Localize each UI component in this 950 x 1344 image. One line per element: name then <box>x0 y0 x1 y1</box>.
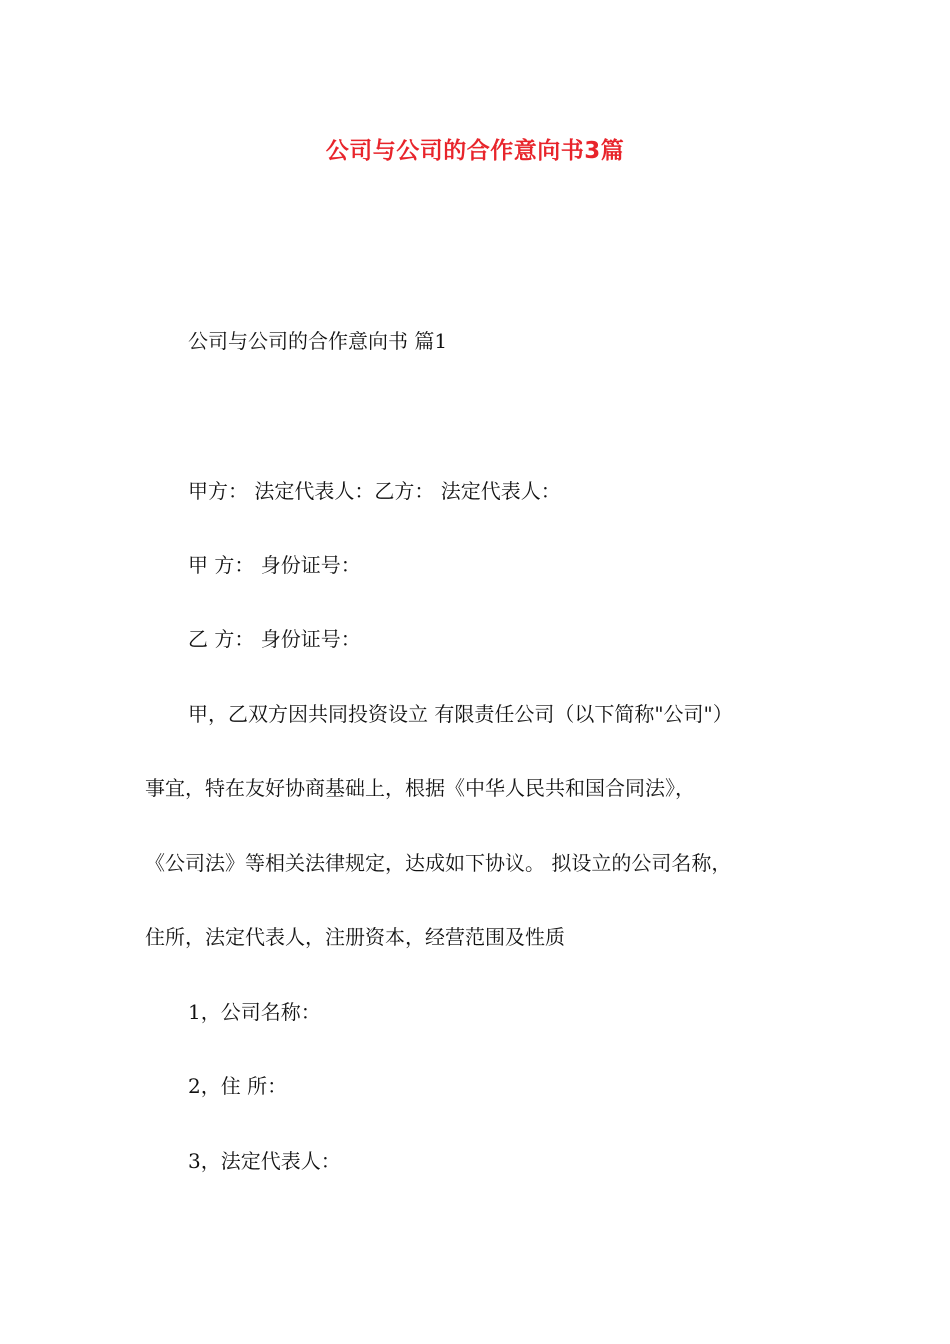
document-title: 公司与公司的合作意向书3篇 <box>325 138 625 164</box>
paragraph-line: 《公司法》等相关法律规定，达成如下协议。 拟设立的公司名称， <box>145 851 732 875</box>
paragraph-line: 甲，乙双方因共同投资设立 有限责任公司（以下简称"公司"） <box>188 702 733 726</box>
paragraph-line: 住所，法定代表人，注册资本，经营范围及性质 <box>145 925 565 949</box>
section-heading: 公司与公司的合作意向书 篇1 <box>188 329 448 353</box>
party-b-id-line: 乙 方： 身份证号： <box>188 627 361 651</box>
list-item-legal-representative: 3，法定代表人： <box>188 1149 341 1173</box>
paragraph-line: 事宜，特在友好协商基础上，根据《中华人民共和国合同法》， <box>145 776 695 800</box>
party-a-b-representatives: 甲方： 法定代表人：乙方： 法定代表人： <box>188 479 561 503</box>
party-a-id-line: 甲 方： 身份证号： <box>188 553 361 577</box>
list-item-company-name: 1，公司名称： <box>188 1000 321 1024</box>
list-item-address: 2，住 所： <box>188 1074 288 1098</box>
